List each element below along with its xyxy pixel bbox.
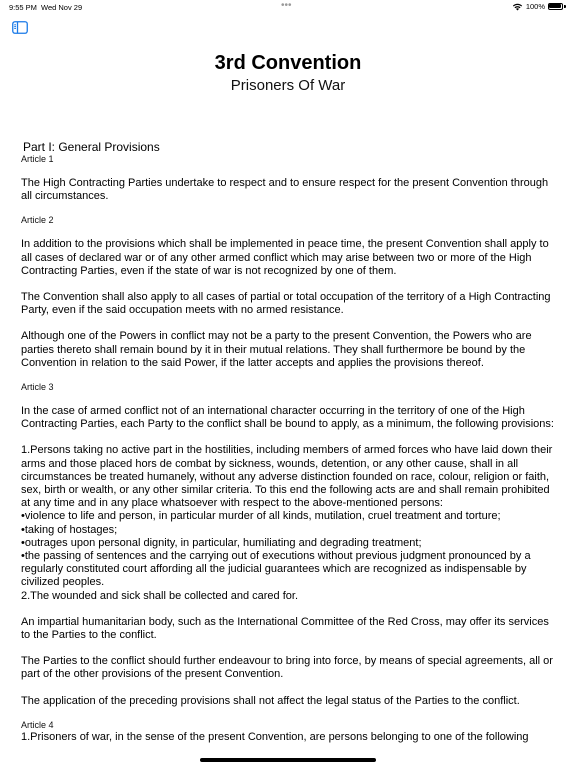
bullet-item: •violence to life and person, in particular murder of all kinds, mutilation, cruel treatment and torture; [21,510,501,523]
status-time: 9:55 PM [9,3,37,12]
paragraph: In the case of armed conflict not of an international character occurring in the territory of one of the High Contracting Parties, each Party to the conflict shall be bound to apply, as a minimum, the following provisions: [21,405,554,431]
bullet-item: •the passing of sentences and the carrying out of executions without previous judgment pronounced by a regularly constituted court affording all the judicial guarantees which are recognized as indispensable by civilized peoples. [21,550,531,589]
status-bar [0,0,576,14]
paragraph: The High Contracting Parties undertake to respect and to ensure respect for the present Convention through all circumstances. [21,177,549,203]
page-subtitle: Prisoners Of War [230,77,346,94]
status-date: Wed Nov 29 [41,3,83,12]
article-label: Article 2 [21,215,54,226]
status-indicators [512,2,567,11]
paragraph: 1.Persons taking no active part in the hostilities, including members of armed forces who have laid down their arms and those placed hors de combat by sickness, wounds, detention, or any other cause, shall in all circumstances be treated humanely, without any adverse distinction founded on race, colour, religion or faith, sex, birth or wealth, or any other similar criteria. To this end the following acts are and shall remain prohibited at any time and in any place whatsoever with respect to the above-mentioned persons: [21,444,553,510]
page-title: 3rd Convention [214,52,362,74]
article-label: Article 3 [21,382,54,393]
paragraph: The Parties to the conflict should further endeavour to bring into force, by means of special agreements, all or part of the other provisions of the present Convention. [21,655,553,681]
paragraph: Although one of the Powers in conflict may not be a party to the present Convention, the Powers who are parties thereto shall remain bound by it in their mutual relations. They shall furthermore be bound by the Convention in relation to the said Power, if the latter accepts and applies the provisions thereof. [21,330,532,369]
paragraph: The application of the preceding provisions shall not affect the legal status of the Parties to the conflict. [21,694,520,707]
article-label: Article 4 [21,719,54,730]
battery-fill [549,4,561,8]
bullet-item: •taking of hostages; [21,523,118,536]
paragraph: 2.The wounded and sick shall be collected and cared for. [21,589,299,602]
battery-percent: 100% [525,2,545,11]
wifi-icon [512,3,523,11]
paragraph: In addition to the provisions which shall be implemented in peace time, the present Convention shall apply to all cases of declared war or of any other armed conflict which may arise between two or more of the High Contracting Parties, even if the state of war is not recognized by one of them. [21,238,549,277]
paragraph: An impartial humanitarian body, such as the International Committee of the Red Cross, may offer its services to the Parties to the conflict. [21,615,549,642]
part-heading: Part I: General Provisions [23,140,160,154]
multitasking-dots-icon[interactable]: ••• [281,0,292,11]
sidebar-toggle-icon[interactable] [12,21,28,34]
paragraph: 1.Prisoners of war, in the sense of the present Convention, are persons belonging to one of the following [21,730,529,743]
paragraph: The Convention shall also apply to all cases of partial or total occupation of the territory of a High Contracting Party, even if the said occupation meets with no armed resistance. [21,291,551,317]
bullet-item: •outrages upon personal dignity, in particular, humiliating and degrading treatment; [21,536,422,549]
document-scroll-area[interactable] [21,140,559,747]
battery-icon [548,3,567,11]
article-label: Article 1 [21,154,54,164]
home-indicator[interactable] [200,758,376,762]
